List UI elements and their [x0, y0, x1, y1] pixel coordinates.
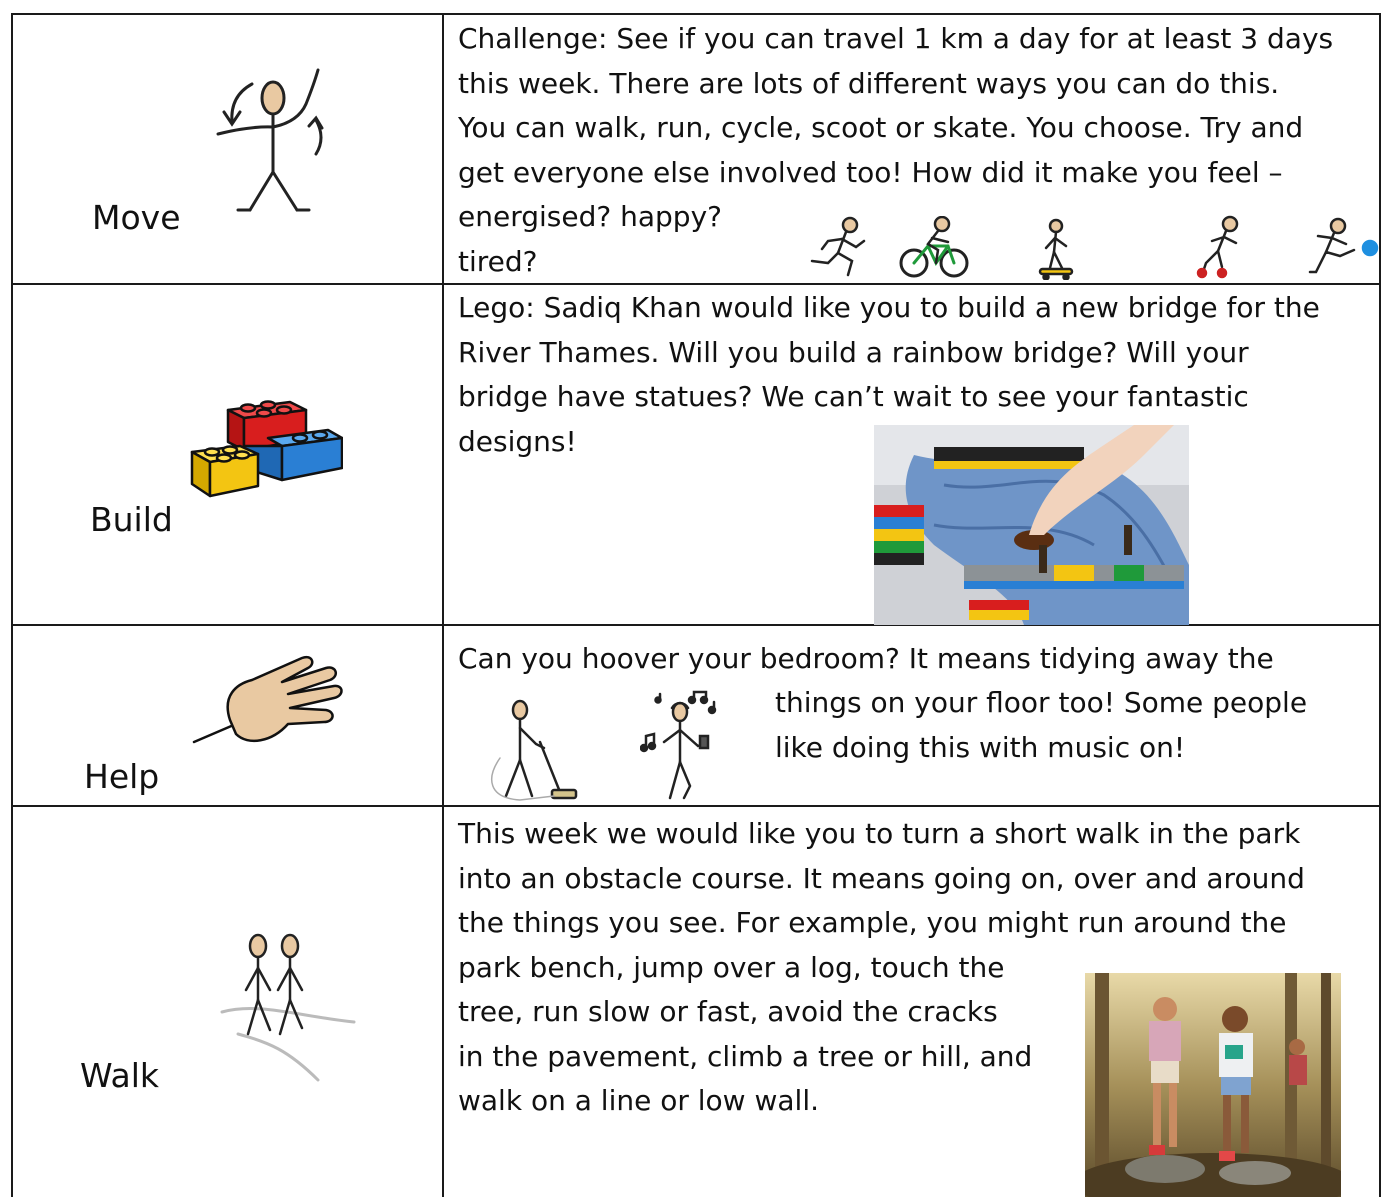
lego-bridge-photo [874, 425, 1189, 625]
two-people-walking-icon [218, 930, 358, 1084]
text-line: Challenge: See if you can travel 1 km a day for at least 3 days [458, 22, 1334, 55]
cycling-icon [898, 216, 970, 280]
text-line: You can walk, run, cycle, scoot or skate. You choose. Try and [458, 111, 1304, 144]
skateboarding-icon [1036, 218, 1076, 280]
table-border-left [11, 13, 13, 1197]
roller-skating-icon [1196, 215, 1246, 279]
row-label-move: Move [92, 198, 181, 237]
text-line: like doing this with music on! [775, 730, 1186, 764]
music-dancing-icon [640, 690, 728, 802]
row-label-build: Build [90, 500, 173, 539]
text-line: tired? [458, 244, 538, 278]
table-border-right [1379, 13, 1381, 1197]
text-line: this week. There are lots of different ways you can do this. [458, 66, 1280, 100]
help-paragraph [775, 681, 1307, 770]
text-line: park bench, jump over a log, touch the [458, 950, 1005, 984]
running-icon [808, 215, 874, 279]
text-line: walk on a line or low wall. [458, 1084, 819, 1117]
vacuuming-icon [480, 698, 580, 802]
column-divider [442, 13, 444, 1197]
stick-figure-dancing-icon [210, 62, 335, 222]
text-line: into an obstacle course. It means going on, over and around [458, 861, 1305, 895]
text-line: things on your floor too! Some people [775, 686, 1308, 719]
text-line: in the pavement, climb a tree or hill, and [458, 1039, 1033, 1073]
table-border-top [11, 13, 1381, 15]
text-line: tree, run slow or fast, avoid the cracks [458, 995, 998, 1028]
kicking-ball-icon [1308, 216, 1380, 278]
row-label-help: Help [84, 757, 160, 796]
text-line: This week we would like you to turn a short walk in the park [458, 817, 1301, 850]
row-label-walk: Walk [80, 1056, 160, 1095]
text-line: get everyone else involved too! How did it make you feel – [458, 155, 1283, 189]
row-divider [11, 805, 1381, 807]
lego-bricks-icon [188, 388, 343, 506]
hand-icon [192, 650, 352, 750]
text-line: Lego: Sadiq Khan would like you to build a new bridge for the [458, 291, 1320, 324]
text-line: bridge have statues? We can’t wait to see your fantastic [458, 380, 1249, 413]
text-line: designs! [458, 424, 577, 458]
kids-in-woods-photo [1085, 973, 1341, 1197]
text-line: the things you see. For example, you might run around the [458, 906, 1287, 939]
text-line: River Thames. Will you build a rainbow bridge? Will your [458, 335, 1249, 369]
text-line: energised? happy? [458, 200, 723, 233]
help-line-1: Can you hoover your bedroom? It means tidying away the [458, 642, 1274, 675]
